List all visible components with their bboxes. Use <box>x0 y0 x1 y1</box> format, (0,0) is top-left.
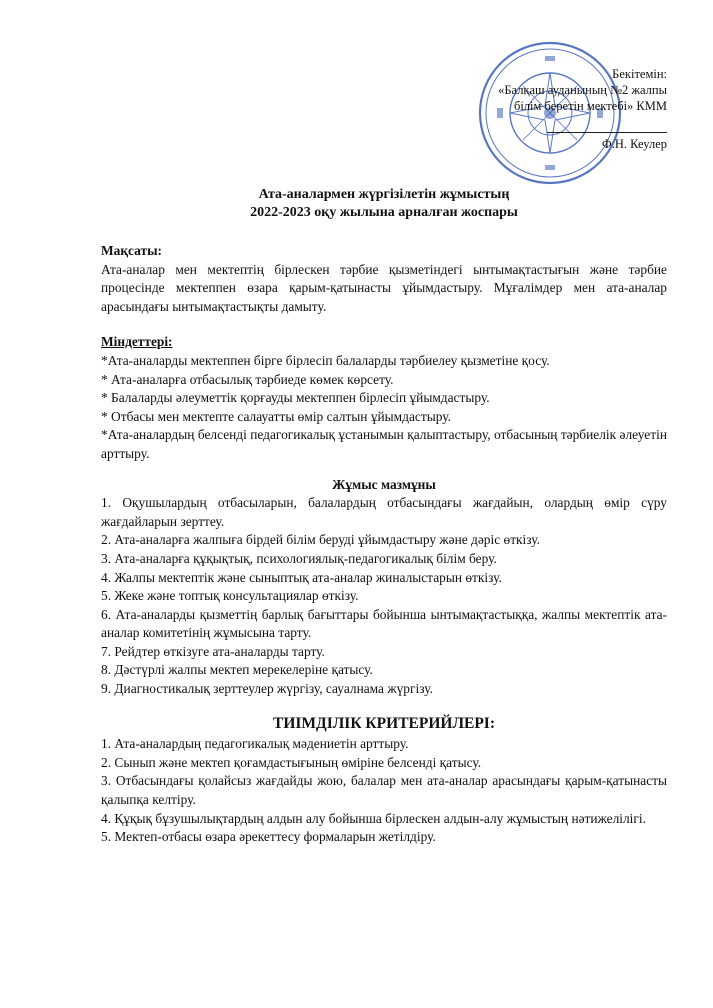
work-item: 1. Оқушылардың отбасыларын, балалардың отбасындағы жағдайын, олардың өмір сүру жағдайларын зерттеу. <box>101 495 667 529</box>
criteria-item: 5. Мектеп-отбасы өзара әрекеттесу формаларын жетілдіру. <box>101 829 436 845</box>
work-item: 6. Ата-аналарды қызметтің барлық бағыттары бойынша ынтымақтастыққа, жалпы мектептік ата-аналар комитетінің жұмысына тарту. <box>101 606 667 641</box>
signature-line <box>547 132 667 133</box>
criteria-heading: ТИІМДІЛІК КРИТЕРИЙЛЕРІ: <box>272 714 496 732</box>
work-item: 8. Дәстүрлі жалпы мектеп мерекелеріне қатысу. <box>101 662 373 678</box>
tasks-heading: Міндеттері: <box>101 334 173 350</box>
approval-line: Бекітемін: <box>612 67 667 81</box>
work-item: 5. Жеке және топтық консультациялар өткізу. <box>101 588 359 604</box>
title-line: 2022-2023 оқу жылына арналған жоспары <box>250 204 518 220</box>
task-item: * Балаларды әлеуметтік қорғауды мектеппен бірлесіп ұйымдастыру. <box>101 390 490 406</box>
work-item: 9. Диагностикалық зерттеулер жүргізу, сауалнама жүргізу. <box>101 681 433 697</box>
document-title <box>101 186 667 221</box>
criteria-item: 4. Құқық бұзушылықтардың алдын алу бойынша бірлескен алдын-алу жұмыстың нәтижелілігі. <box>101 810 646 826</box>
goals-heading: Мақсаты: <box>101 243 162 258</box>
work-item: 2. Ата-аналарға жалпыға бірдей білім беруді ұйымдастыру және дәріс өткізу. <box>101 532 540 548</box>
criteria-item: 1. Ата-аналардың педагогикалық мәдениетін арттыру. <box>101 736 409 752</box>
goals-text: Ата-аналар мен мектептің бірлескен тәрбие қызметіндегі ынтымақтастығын және тәрбие процесінде мектеппен өзара қарым-қатынасты ұйымдастыру. Мұғалімдер мен ата-аналар арасындағы ынтымақтастықты дамыту. <box>101 261 667 314</box>
approval-block <box>420 66 667 152</box>
title-line: Ата-аналармен жүргізілетін жұмыстың <box>258 187 510 202</box>
task-item: * Отбасы мен мектепте салауатты өмір салтын ұйымдастыру. <box>101 408 451 424</box>
approval-line: білім беретін мектебі» КММ <box>513 99 667 113</box>
criteria-item: 2. Сынып және мектеп қоғамдастығының өміріне белсенді қатысу. <box>101 754 482 770</box>
approval-signature: Ф.Н. Кеулер <box>601 137 667 151</box>
task-item: * Ата-аналарға отбасылық тәрбиеде көмек көрсету. <box>101 371 394 387</box>
criteria-item: 3. Отбасындағы қолайсыз жағдайды жою, балалар мен ата-аналар арасындағы қарым-қатынасты қалыпқа келтіру. <box>101 773 667 808</box>
task-item: *Ата-аналардың белсенді педагогикалық ұстанымын қалыптастыру, отбасының тәрбиелік әлеуетін арттыру. <box>101 427 667 461</box>
task-item: *Ата-аналарды мектеппен бірге бірлесіп балаларды тәрбиелеу қызметіне қосу. <box>101 352 550 368</box>
work-item: 7. Рейдтер өткізуге ата-аналарды тарту. <box>101 643 325 659</box>
work-item: 4. Жалпы мектептік және сыныптық ата-аналар жиналыстарын өткізу. <box>101 569 502 585</box>
approval-line: «Балқаш ауданының №2 жалпы <box>498 83 667 97</box>
work-heading: Жұмыс мазмұны <box>332 476 436 492</box>
work-item: 3. Ата-аналарға құқықтық, психологиялық-педагогикалық білім беру. <box>101 550 497 566</box>
document-body <box>101 186 667 847</box>
